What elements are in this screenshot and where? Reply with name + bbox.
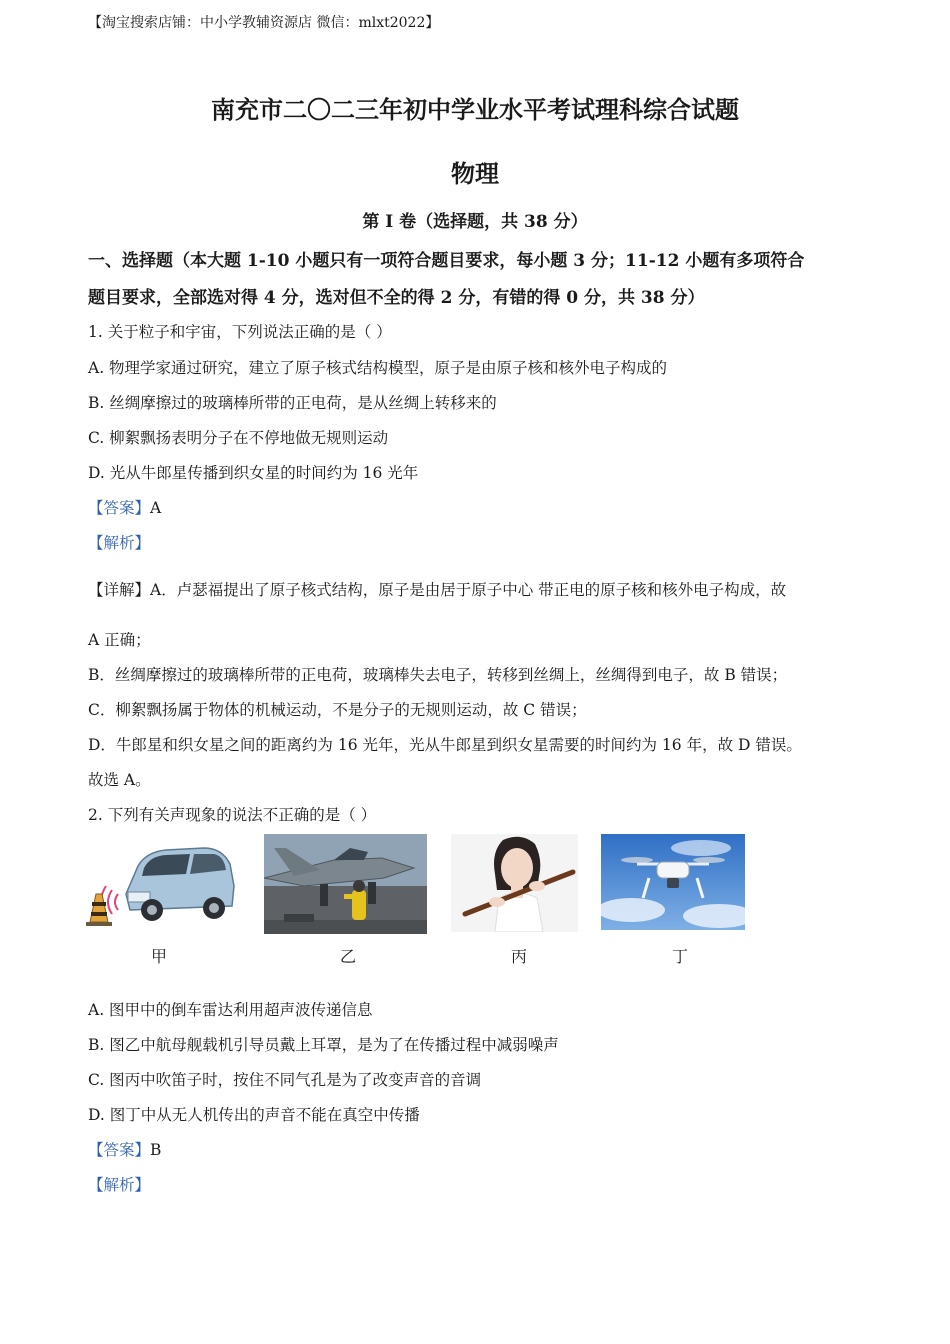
section-heading-line2: 题目要求，全部选对得 4 分，选对但不全的得 2 分，有错的得 0 分，共 38 分） bbox=[88, 288, 705, 308]
answer-tag: 【答案】 bbox=[88, 1141, 151, 1159]
carrier-jet-image bbox=[264, 834, 427, 934]
flute-player-image bbox=[451, 834, 578, 932]
answer-value: B bbox=[150, 1141, 162, 1159]
q2-analysis-tag: 【解析】 bbox=[88, 1176, 151, 1194]
q2-option-b: B. 图乙中航母舰载机引导员戴上耳罩，是为了在传播过程中减弱噪声 bbox=[88, 1036, 559, 1054]
q1-stem: 1. 关于粒子和宇宙，下列说法正确的是（ ） bbox=[88, 323, 392, 341]
caption-yi: 乙 bbox=[339, 947, 356, 966]
caption-ding: 丁 bbox=[671, 947, 688, 966]
q1-option-a: A. 物理学家通过研究，建立了原子核式结构模型，原子是由原子核和核外电子构成的 bbox=[88, 359, 668, 377]
q2-option-a: A. 图甲中的倒车雷达利用超声波传递信息 bbox=[88, 1001, 373, 1019]
q1-option-c: C. 柳絮飘扬表明分子在不停地做无规则运动 bbox=[88, 429, 389, 447]
answer-value: A bbox=[150, 499, 162, 517]
q1-detail-line5: D．牛郎星和织女星之间的距离约为 16 光年，光从牛郎星到织女星需要的时间约为 16 年，故 D 错误。 bbox=[88, 736, 802, 754]
header-note: 【淘宝搜索店铺：中小学教辅资源店 微信：mlxt2022】 bbox=[88, 15, 440, 31]
caption-bing: 丙 bbox=[510, 947, 527, 966]
q1-answer bbox=[88, 496, 161, 518]
volume-heading: 第 I 卷（选择题，共 38 分） bbox=[362, 212, 588, 232]
page-title: 南充市二〇二三年初中学业水平考试理科综合试题 bbox=[211, 95, 739, 124]
q1-option-d: D. 光从牛郎星传播到织女星的时间约为 16 光年 bbox=[88, 464, 419, 482]
answer-tag: 【答案】 bbox=[88, 499, 151, 517]
drone-image bbox=[601, 834, 745, 930]
q2-answer bbox=[88, 1138, 161, 1160]
q1-detail-line2: A 正确； bbox=[88, 631, 151, 649]
caption-jia: 甲 bbox=[150, 947, 167, 966]
detail-tag: 【详解】 bbox=[88, 581, 151, 599]
q1-detail-line3: B．丝绸摩擦过的玻璃棒所带的正电荷，玻璃棒失去电子，转移到丝绸上，丝绸得到电子，故 B 错误； bbox=[88, 666, 788, 684]
car-radar-image bbox=[86, 834, 238, 930]
q2-stem: 2. 下列有关声现象的说法不正确的是（ ） bbox=[88, 806, 377, 824]
detail-text: A．卢瑟福提出了原子核式结构，原子是由居于原子中心 带正电的原子核和核外电子构成，故 bbox=[150, 581, 787, 599]
subject-title: 物理 bbox=[451, 159, 499, 188]
q1-detail-line1 bbox=[88, 578, 786, 600]
q2-option-d: D. 图丁中从无人机传出的声音不能在真空中传播 bbox=[88, 1106, 420, 1124]
section-heading-line1: 一、选择题（本大题 1-10 小题只有一项符合题目要求，每小题 3 分；11-12 小题有多项符合 bbox=[88, 251, 805, 271]
q1-analysis-tag: 【解析】 bbox=[88, 534, 151, 552]
q1-detail-line6: 故选 A。 bbox=[88, 771, 151, 789]
q2-option-c: C. 图丙中吹笛子时，按住不同气孔是为了改变声音的音调 bbox=[88, 1071, 482, 1089]
q1-option-b: B. 丝绸摩擦过的玻璃棒所带的正电荷，是从丝绸上转移来的 bbox=[88, 394, 497, 412]
q1-detail-line4: C．柳絮飘扬属于物体的机械运动，不是分子的无规则运动，故 C 错误； bbox=[88, 701, 587, 719]
